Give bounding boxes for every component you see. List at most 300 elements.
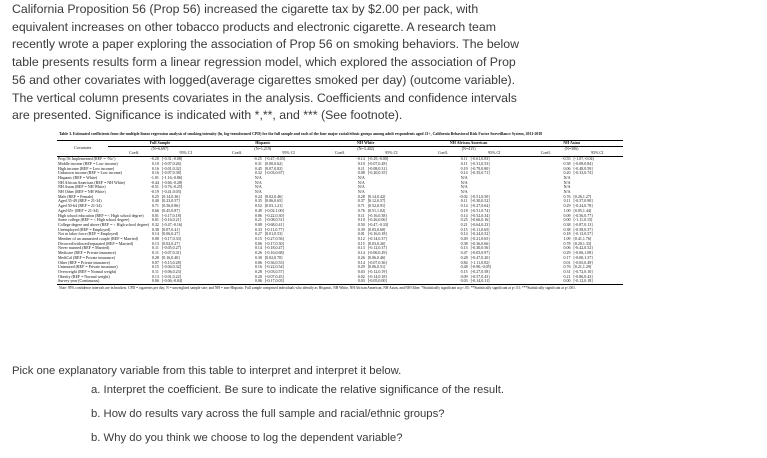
confidence-interval-cell: [-0.17,0.03] xyxy=(263,279,314,284)
covariate-name: Medicare (REF = Private insurance) xyxy=(58,250,117,256)
confidence-interval-cell: [-0.01,0.22] xyxy=(161,273,181,279)
confidence-interval-cell: [-0.21,0.65] xyxy=(470,236,490,242)
coefficient-cell: 0.28 xyxy=(254,268,262,274)
coefficient-cell: 1.09 xyxy=(563,236,571,242)
confidence-interval-cell: [-0.16,0.38] xyxy=(367,212,387,218)
confidence-interval-cell: [-0.11,0.65] xyxy=(470,226,490,232)
covariate-name: Survey year (Continuous) xyxy=(57,279,108,284)
confidence-interval-cell: [-0.47,0.20] xyxy=(470,254,490,260)
confidence-interval-cell: [-0.12,0.19] xyxy=(367,268,387,274)
confidence-interval-cell: [-0.86,0.43] xyxy=(573,273,593,279)
coefficient-cell: 0.10 xyxy=(357,160,365,166)
coefficient-cell: 0.11 xyxy=(460,156,468,162)
coefficient-cell: 0.19 xyxy=(460,165,468,171)
coefficient-cell: 0.06 xyxy=(211,279,262,284)
coefficient-cell: 0.11 xyxy=(152,250,159,256)
confidence-interval-cell: [0.52,0.91] xyxy=(367,203,386,209)
coefficient-cell: N/A xyxy=(563,179,571,185)
coefficient-cell: 0.31 xyxy=(254,160,262,166)
confidence-interval-cell: [0.03,0.60] xyxy=(367,226,386,232)
question-prompt: Pick one explanatory variable from this table to interpret and interpret it below. xyxy=(12,365,402,377)
coefficient-cell: -0.55 xyxy=(562,156,571,162)
covariate-name: High income (REF = Low income) xyxy=(58,165,115,171)
coefficient-cell: 0.20 xyxy=(254,273,262,279)
coefficient-cell: 0.08 xyxy=(357,170,365,176)
confidence-interval-cell: [-1.07,-0.04] xyxy=(573,156,594,162)
coefficient-cell: 0.25 xyxy=(460,217,468,223)
group-n: (N=306) xyxy=(564,145,579,151)
covariate-name: Hispanic (REF = White) xyxy=(58,174,98,180)
confidence-interval-cell: [0.45,0.87] xyxy=(161,207,180,213)
group-header: NH White xyxy=(314,141,417,147)
confidence-interval-cell: [-0.06,0.29] xyxy=(367,250,387,256)
coefficient-cell: 0.47 xyxy=(460,250,468,256)
confidence-interval-cell: [0.16,0.40] xyxy=(161,254,180,260)
coefficient-cell: 0.27 xyxy=(254,231,262,237)
confidence-interval-cell: [-0.31,0.53] xyxy=(470,160,490,166)
coefficient-cell: 0.16 xyxy=(151,170,159,176)
confidence-interval-cell: [0.00,0.62] xyxy=(264,160,283,166)
coefficient-cell: N/A xyxy=(254,174,262,180)
coefficient-cell: 0.13 xyxy=(151,273,159,279)
confidence-interval-cell: [-0.02,1.00] xyxy=(264,207,284,213)
coefficient-cell: 0.49 xyxy=(254,207,262,213)
confidence-interval-cell: [-0.17,0.33] xyxy=(161,236,181,242)
confidence-interval-cell: [-0.51,0.74] xyxy=(470,207,490,213)
coefficient-cell: 0.08 xyxy=(254,221,262,227)
confidence-interval-cell: [-0.47,-0.33] xyxy=(367,221,389,227)
coefficient-cell: 0.09 xyxy=(460,273,468,279)
coefficient-cell: 0.14 xyxy=(357,250,365,256)
confidence-interval-cell: [-0.27,0.64] xyxy=(470,203,490,209)
coefficient-cell: 0.03 xyxy=(314,279,365,284)
confidence-interval-cell: [-0.16,0.68] xyxy=(264,250,284,256)
coefficient-cell: 0.38 xyxy=(563,226,571,232)
confidence-interval-cell: [-0.18,0.47] xyxy=(264,245,284,251)
coefficient-cell: 0.28 xyxy=(151,254,159,260)
coefficient-cell: -0.51 xyxy=(150,184,159,190)
confidence-interval-cell: [0.07,0.41] xyxy=(161,226,180,232)
confidence-interval-cell: [-0.24,0.52] xyxy=(470,231,490,237)
intro-line: California Proposition 56 (Prop 56) increased the cigarette tax by $2.00 per pack, with xyxy=(12,2,479,16)
coefficient-cell: N/A xyxy=(563,184,571,190)
coefficient-cell: 0.18 xyxy=(460,207,468,213)
coefficient-cell: 0.06 xyxy=(254,212,262,218)
confidence-interval-cell: [-0.90,-0.05] xyxy=(470,264,491,270)
coefficient-cell: 0.01 xyxy=(151,212,159,218)
coefficient-cell: 0.28 xyxy=(460,254,468,260)
coefficient-cell: 0.52 xyxy=(254,203,262,209)
coefficient-cell: 0.14 xyxy=(460,231,468,237)
coefficient-cell: 0.18 xyxy=(563,231,571,237)
intro-line: are presented. Significance is indicated with *,**, and *** (See footnote). xyxy=(12,108,403,123)
coefficient-cell: 0.45 xyxy=(254,165,262,171)
coefficient-cell: 0.26 xyxy=(357,254,365,260)
coefficient-cell: 0.03 xyxy=(357,268,365,274)
confidence-interval-cell: [-0.31,-0.08] xyxy=(161,156,183,162)
covariate-name: Never married (REF = Married) xyxy=(58,245,110,251)
confidence-interval-cell: [0.23,0.57] xyxy=(161,198,180,204)
group-header: Full Sample xyxy=(108,141,211,147)
confidence-interval-cell: [0.02,0.27] xyxy=(161,240,180,246)
coefficient-cell: 0.76 xyxy=(357,207,365,213)
coefficient-cell: N/A xyxy=(563,189,571,195)
coefficient-cell: 0.26 xyxy=(254,250,262,256)
confidence-interval-cell: [-0.57,0.43] xyxy=(470,273,490,279)
coefficient-cell: 0.11 xyxy=(460,198,468,204)
coefficient-cell: 0.11 xyxy=(460,160,468,166)
column-label: 95% CI xyxy=(572,151,623,156)
confidence-interval-cell: [-0.07,0.36] xyxy=(367,259,387,265)
covariate-name: Member of an unmarried couple (REF = Married) xyxy=(58,236,138,242)
covariate-name: Prop 56 Implemented (REF = ‘No’) xyxy=(58,156,116,162)
coefficient-cell: 0.13 xyxy=(151,240,159,246)
confidence-interval-cell: [-0.08,0.31] xyxy=(367,165,387,171)
coefficient-cell: N/A xyxy=(357,184,365,190)
table-body xyxy=(57,157,623,285)
confidence-interval-cell: [-0.14,0.11] xyxy=(469,279,520,284)
covariate-name: Aged 65+ (REF = 21-34) xyxy=(58,207,99,213)
coefficient-cell: 0.71 xyxy=(357,203,365,209)
confidence-interval-cell: [-0.66,-0.28] xyxy=(161,179,183,185)
coefficient-cell: 0.11 xyxy=(357,212,365,218)
confidence-interval-cell: [0.02,0.70] xyxy=(264,254,283,260)
coefficient-cell: 0.38 xyxy=(563,160,571,166)
covariate-name: NH Asian (REF = NH White) xyxy=(58,184,106,190)
covariate-name: Overweight (REF = Normal weight) xyxy=(58,268,117,274)
confidence-interval-cell: [-0.47,-0.03] xyxy=(264,156,286,162)
confidence-interval-cell: [-0.05,0.27] xyxy=(161,245,181,251)
coefficient-cell: N/A xyxy=(254,189,262,195)
confidence-interval-cell: [-0.13,0.57] xyxy=(573,231,593,237)
coefficient-cell: 0.14 xyxy=(151,231,159,237)
coefficient-cell: N/A xyxy=(254,179,262,185)
coefficient-cell: 0.38 xyxy=(151,226,159,232)
coefficient-cell: 0.15 xyxy=(151,264,159,270)
column-label: 95% CI xyxy=(366,151,417,156)
coefficient-cell: -0.02 xyxy=(459,193,468,199)
coefficient-cell: 0.00 xyxy=(520,279,571,284)
coefficient-cell: 0.20 xyxy=(563,170,571,176)
confidence-interval-cell: [-0.14,0.37] xyxy=(367,236,387,242)
coefficient-cell: -0.44 xyxy=(150,179,159,185)
confidence-interval-cell: [-0.06,-0.04] xyxy=(160,279,211,284)
coefficient-cell: 0.14 xyxy=(460,170,468,176)
confidence-interval-cell: [-0.79,0.80] xyxy=(470,165,490,171)
confidence-interval-cell: [-0.66,0.16] xyxy=(470,217,490,223)
confidence-interval-cell: [0.51,1.02] xyxy=(367,207,386,213)
coefficient-cell: N/A xyxy=(357,174,365,180)
coefficient-cell: 1.00 xyxy=(563,207,571,213)
confidence-interval-cell: [0.06,0.46] xyxy=(367,254,386,260)
coefficient-cell: -0.25 xyxy=(253,156,262,162)
covariate-name: College degree and above (REF = < High school degree) xyxy=(58,221,150,227)
confidence-interval-cell: [-1.11,0.15] xyxy=(573,217,593,223)
confidence-interval-cell: [-0.12,0.37] xyxy=(367,245,387,251)
confidence-interval-cell: [0.06,0.27] xyxy=(161,231,180,237)
coefficient-cell: 0.39 xyxy=(357,226,365,232)
confidence-interval-cell: [-0.07,0.31] xyxy=(161,250,181,256)
coefficient-cell: 0.03 xyxy=(417,279,468,284)
confidence-interval-cell: [-0.47,-0.16] xyxy=(161,221,183,227)
coefficient-cell: 0.10 xyxy=(151,160,159,166)
coefficient-cell: 0.32 xyxy=(151,221,159,227)
confidence-interval-cell: [-0.12,0.18] xyxy=(572,279,623,284)
coefficient-cell: N/A xyxy=(460,174,468,180)
confidence-interval-cell: [-0.68,0.41] xyxy=(264,221,284,227)
coefficient-cell: 0.66 xyxy=(151,207,159,213)
coefficient-cell: 0.14 xyxy=(254,245,262,251)
coefficient-cell: 0.14 xyxy=(460,212,468,218)
column-label: Coeff. xyxy=(520,151,571,156)
coefficient-cell: 0.37 xyxy=(357,198,365,204)
coefficient-cell: 0.21 xyxy=(563,273,571,279)
confidence-interval-cell: [-0.42,0.52] xyxy=(573,245,593,251)
coefficient-cell: 0.08 xyxy=(151,236,159,242)
confidence-interval-cell: [-0.06,1.08] xyxy=(573,250,593,256)
coefficient-cell: 0.13 xyxy=(460,245,468,251)
coefficient-cell: 0.29 xyxy=(563,250,571,256)
group-header: NH Asian xyxy=(520,141,623,147)
coefficient-cell: 0.10 xyxy=(357,217,365,223)
confidence-interval-cell: [-0.08,0.84] xyxy=(573,160,593,166)
coefficient-cell: 0.78 xyxy=(563,240,571,246)
coefficient-cell: 0.28 xyxy=(357,193,365,199)
confidence-interval-cell: [-0.36,0.66] xyxy=(470,240,490,246)
confidence-interval-cell: [-0.57,0.90] xyxy=(573,198,593,204)
column-label: Coeff. xyxy=(211,151,262,156)
covariate-name: Aged 35-49 (REF = 21-34) xyxy=(58,198,102,204)
intro-line: table presents results form a linear regression model, which explored the association of Prop xyxy=(12,55,516,70)
coefficient-cell: 0.11 xyxy=(357,165,365,171)
confidence-interval-cell: [-0.76,-0.25] xyxy=(161,184,183,190)
coefficient-cell: 0.29 xyxy=(563,203,571,209)
covariate-name: Not in labor force (REF = Employed) xyxy=(58,231,119,237)
coefficient-cell: 0.84 xyxy=(460,259,468,265)
confidence-interval-cell: [-0.14,0.18] xyxy=(367,273,387,279)
coefficient-cell: 0.15 xyxy=(460,226,468,232)
coefficient-cell: 0.09 xyxy=(563,212,571,218)
covariate-name: Unemployed (REF = Employed) xyxy=(58,226,111,232)
confidence-interval-cell: [-1.11,0.02] xyxy=(470,259,490,265)
coefficient-cell: N/A xyxy=(357,179,365,185)
confidence-interval-cell: [0.41,1.76] xyxy=(573,236,592,242)
covariate-name: Other (REF = Private insurance) xyxy=(58,259,111,265)
coefficient-cell: 0.15 xyxy=(460,268,468,274)
confidence-interval-cell: [-0.03,0.57] xyxy=(264,268,284,274)
coefficient-cell: 0.01 xyxy=(563,259,571,265)
confidence-interval-cell: [-0.04,0.32] xyxy=(161,264,181,270)
coefficient-cell: 0.25 xyxy=(151,193,159,199)
confidence-interval-cell: [0.07,0.82] xyxy=(264,165,283,171)
coefficient-cell: 0.33 xyxy=(254,226,262,232)
covariate-name: NH African American (REF = NH White) xyxy=(58,179,126,185)
coefficient-cell: 0.76 xyxy=(563,193,571,199)
coefficient-cell: 0.06 xyxy=(254,259,262,265)
confidence-interval-cell: [-0.00,1.37] xyxy=(573,254,593,260)
coefficient-cell: 0.31 xyxy=(563,268,571,274)
question-c: b. Why do you think we choose to log the dependent variable? xyxy=(91,432,403,444)
covariate-name: Divorced/widowed/separated (REF = Married) xyxy=(58,240,134,246)
confidence-interval-cell: [-0.17,0.30] xyxy=(264,240,284,246)
confidence-interval-cell: [-0.41,0.03] xyxy=(161,189,181,195)
confidence-interval-cell: [-0.36,0.53] xyxy=(264,259,284,265)
confidence-interval-cell: [-0.72,0.10] xyxy=(573,268,593,274)
table-caption: Table 3. Estimated coefficients from the multiple linear regression analysis of smoking intensity (ln, log-transformed CPD) for the full sample and each of the four major racial/ethnic groups among adult respondents aged 21+, California Behavioral Risk Factor Surveillance System, 2011-2018 xyxy=(59,132,543,136)
confidence-interval-cell: [-0.07,0.38] xyxy=(161,170,181,176)
column-label: Coeff. xyxy=(108,151,159,156)
confidence-interval-cell: [0.03,1.21] xyxy=(264,203,283,209)
confidence-interval-cell: [0.01,0.53] xyxy=(264,231,283,237)
coefficient-cell: N/A xyxy=(357,189,365,195)
confidence-interval-cell: [-0.58,0.37] xyxy=(573,226,593,232)
covariate-name: Some college (REF = < High school degree) xyxy=(58,217,130,223)
confidence-interval-cell: [0.56,0.86] xyxy=(161,203,180,209)
confidence-interval-cell: [-0.61,0.83] xyxy=(470,156,490,162)
confidence-interval-cell: [0.06,0.65] xyxy=(264,198,283,204)
confidence-interval-cell: [-0.51,0.50] xyxy=(470,193,490,199)
confidence-interval-cell: [-0.56,0.77] xyxy=(573,212,593,218)
covariate-name: NH Other (REF = NH White) xyxy=(58,189,106,195)
confidence-interval-cell: [-0.05,0.00] xyxy=(366,279,417,284)
coefficient-cell: 0.16 xyxy=(151,165,159,171)
covariate-name: Unknown income (REF = Low income) xyxy=(58,170,122,176)
confidence-interval-cell: [-0.48,0.59] xyxy=(573,165,593,171)
covariate-name: Uninsured (REF = Private insurance) xyxy=(58,264,118,270)
coefficient-cell: 0.21 xyxy=(460,221,468,227)
confidence-interval-cell: [-0.29,-0.00] xyxy=(367,156,389,162)
group-n: (N=415) xyxy=(461,145,476,151)
coefficient-cell: 0.30 xyxy=(254,254,262,260)
coefficient-cell: 0.38 xyxy=(563,221,571,227)
confidence-interval-cell: [-0.11,0.77] xyxy=(264,226,284,232)
confidence-interval-cell: [0.14,0.36] xyxy=(161,193,180,199)
regression-table xyxy=(57,140,623,285)
confidence-interval-cell: [-0.22,0.54] xyxy=(264,264,284,270)
coefficient-cell: 0.14 xyxy=(357,259,365,265)
coefficient-cell: 0.49 xyxy=(460,236,468,242)
coefficient-cell: 0.29 xyxy=(357,264,365,270)
confidence-interval-cell: [-0.22,0.30] xyxy=(264,212,284,218)
confidence-interval-cell: [-0.17,0.18] xyxy=(161,212,181,218)
coefficient-cell: 0.11 xyxy=(563,198,571,204)
coefficient-cell: 0.15 xyxy=(254,236,262,242)
coefficient-cell: 0.17 xyxy=(563,254,571,260)
intro-paragraph xyxy=(12,1,688,125)
coefficient-cell: N/A xyxy=(460,179,468,185)
coefficient-cell: 0.24 xyxy=(254,193,262,199)
group-n: (N=3,402) xyxy=(357,145,375,151)
confidence-interval-cell: [-0.06,0.23] xyxy=(161,268,181,274)
coefficient-cell: 0.06 xyxy=(563,245,571,251)
intro-line: The vertical column presents covariates in the analysis. Coefficients and confidence intervals xyxy=(12,90,517,105)
coefficient-cell: -0.19 xyxy=(150,189,159,195)
coefficient-cell: 0.12 xyxy=(357,236,365,242)
coefficient-cell: 0.71 xyxy=(151,203,159,209)
confidence-interval-cell: [-0.08,0.51] xyxy=(264,217,284,223)
intro-line: recently wrote a paper exploring the association of Prop 56 on smoking behaviors. The below xyxy=(12,37,519,52)
confidence-interval-cell: [0.20,1.33] xyxy=(573,240,592,246)
coefficient-cell: 0.21 xyxy=(254,217,262,223)
coefficient-cell: 0.48 xyxy=(460,264,468,270)
coefficient-cell: 0.32 xyxy=(254,170,262,176)
question-b: b. How do results vary across the full sample and racial/ethnic groups? xyxy=(91,408,445,420)
confidence-interval-cell: [-0.35,0.71] xyxy=(470,170,490,176)
coefficient-cell: 0.01 xyxy=(151,217,159,223)
coefficient-cell: 0.76 xyxy=(563,264,571,270)
confidence-interval-cell: [-0.64,0.23] xyxy=(470,221,490,227)
confidence-interval-cell: [-0.87,0.13] xyxy=(573,221,593,227)
confidence-interval-cell: [-0.03,0.67] xyxy=(264,170,284,176)
column-label: Coeff. xyxy=(314,151,365,156)
confidence-interval-cell: [0.03,0.26] xyxy=(367,240,386,246)
coefficient-cell: N/A xyxy=(563,174,571,180)
coefficient-cell: 0.40 xyxy=(151,198,159,204)
confidence-interval-cell: [-0.05,0.97] xyxy=(470,250,490,256)
coefficient-cell: 0.13 xyxy=(357,245,365,251)
confidence-interval-cell: [-0.33,0.74] xyxy=(573,170,593,176)
coefficient-cell: 0.06 xyxy=(108,279,159,284)
confidence-interval-cell: [-0.26,0.06] xyxy=(367,217,387,223)
confidence-interval-cell: [0.14,0.42] xyxy=(367,193,386,199)
column-label: 95% CI xyxy=(469,151,520,156)
group-header: NH African American xyxy=(417,141,520,147)
confidence-interval-cell: [-0.24,0.78] xyxy=(573,203,593,209)
table-row xyxy=(57,279,623,284)
confidence-interval-cell: [-0.30,0.56] xyxy=(470,245,490,251)
confidence-interval-cell: [-0.27,0.56] xyxy=(264,236,284,242)
coefficient-cell: 0.35 xyxy=(254,198,262,204)
coefficient-cell: 0.07 xyxy=(151,259,159,265)
covariate-name: Obesity (REF = Normal weight) xyxy=(58,273,110,279)
confidence-interval-cell: [0.21,1.29] xyxy=(573,264,592,270)
confidence-interval-cell: [-0.52,0.34] xyxy=(470,212,490,218)
confidence-interval-cell: [-0.16,0.21] xyxy=(161,217,181,223)
confidence-interval-cell: [-0.27,0.58] xyxy=(470,268,490,274)
confidence-interval-cell: [-0.30,0.52] xyxy=(470,198,490,204)
coefficient-cell: 0.06 xyxy=(563,165,571,171)
group-header: Hispanic xyxy=(211,141,314,147)
column-label: 95% CI xyxy=(263,151,314,156)
group-n: (N=6,697) xyxy=(151,145,169,151)
group-n: (N=1,219) xyxy=(254,145,272,151)
column-label: 95% CI xyxy=(160,151,211,156)
covariate-name: Middle income (REF = Low income) xyxy=(58,160,118,166)
covariate-name: Male (REF = Female) xyxy=(58,193,94,199)
coefficient-cell: -1.01 xyxy=(150,174,159,180)
coefficient-cell: 0.06 xyxy=(254,240,262,246)
coefficient-cell: -0.20 xyxy=(150,156,159,162)
covariate-name: High school education (REF = < High school degree) xyxy=(58,212,144,218)
coefficient-cell: 0.00 xyxy=(563,217,571,223)
confidence-interval-cell: [-0.20,0.35] xyxy=(367,170,387,176)
confidence-interval-cell: [0.05,1.44] xyxy=(573,207,592,213)
coefficient-cell: 0.01 xyxy=(357,231,365,237)
confidence-interval-cell: [0.12,0.57] xyxy=(367,198,386,204)
covariates-header: Covariates xyxy=(74,145,92,151)
confidence-interval-cell: [-0.01,0.32] xyxy=(161,165,181,171)
confidence-interval-cell: [-0.16,0.18] xyxy=(367,231,387,237)
confidence-interval-cell: [0.06,0.51] xyxy=(367,264,386,270)
confidence-interval-cell: [-0.15,0.28] xyxy=(161,259,181,265)
coefficient-cell: 0.02 xyxy=(357,273,365,279)
covariate-name: MediCal (REF = Private insurance) xyxy=(58,254,115,260)
coefficient-cell: 0.38 xyxy=(460,240,468,246)
confidence-interval-cell: [-1.16,-0.86] xyxy=(161,174,183,180)
confidence-interval-cell: [0.02,0.46] xyxy=(264,193,283,199)
coefficient-cell: 0.14 xyxy=(460,203,468,209)
covariate-name: Aged 50-64 (REF = 21-34) xyxy=(58,203,102,209)
